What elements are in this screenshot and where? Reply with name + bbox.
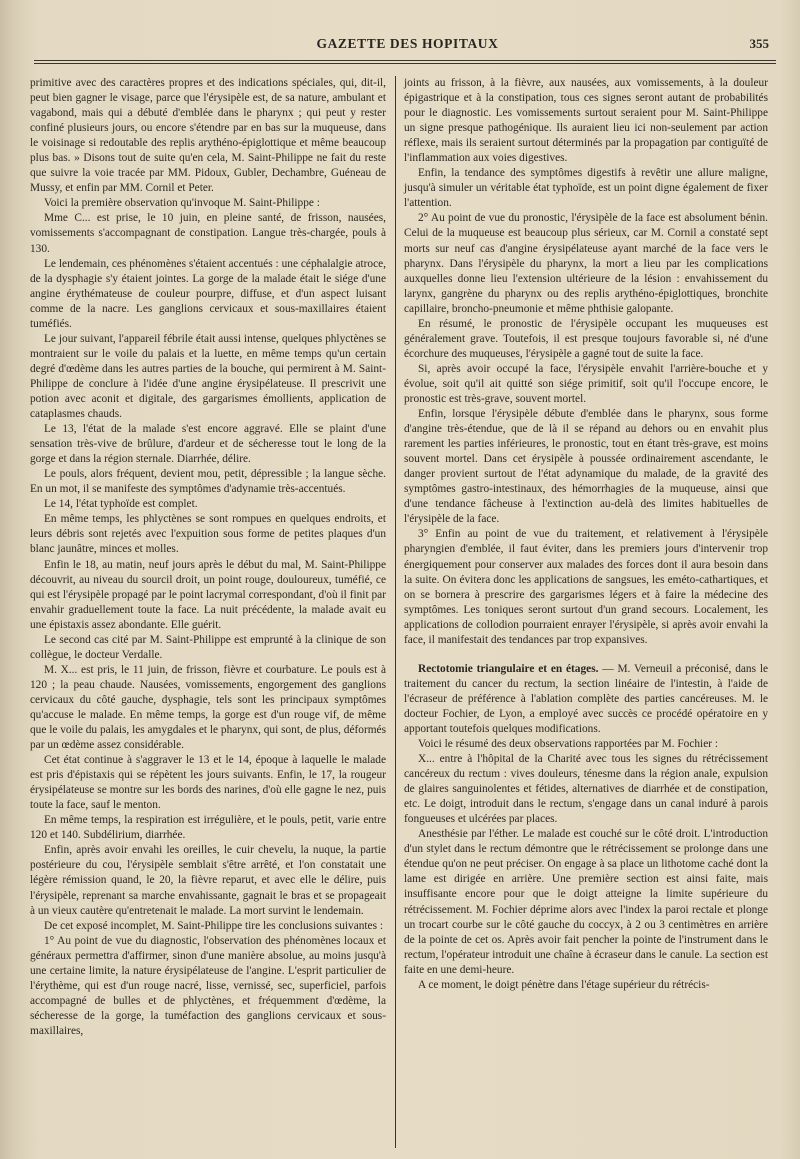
paragraph: En même temps, la respiration est irrégulière, et le pouls, petit, varie entre 120 et 140. Subdélirium, diarrhée. [30,814,386,842]
paragraph: 1° Au point de vue du diagnostic, l'observation des phénomènes locaux et généraux permettra d'affirmer, sinon d'une manière absolue, au moins jusqu'à une certaine limite, la nature érysipélateuse de l'angine. L'esprit particulier de l'érythème, qui est d'un rouge nacré, lisse, vernissé, sec, superficiel, parfois accompagné de bulles et de phlyctènes, et fréquemment d'œdème, la sécheresse de la gorge, la tuméfaction des ganglions cervicaux et sous-maxillaires, [30,934,386,1037]
header-rule-bottom [34,63,776,64]
paragraph: Enfin, la tendance des symptômes digestifs à revêtir une allure maligne, jusqu'à simuler un véritable état typhoïde, est un point digne également de fixer l'attention. [404,167,768,210]
paragraph: Le jour suivant, l'appareil fébrile était aussi intense, quelques phlyctènes se montraient sur le voile du palais et la luette, en même temps qu'un certain degré d'œdème dans les autres parties de la bouche, qui permirent à M. Saint-Philippe de conclure à l'idée d'une angine érysipélateuse. Il prescrivit une potion avec aconit et digitale, des gargarismes émollients, application de cataplasmes chauds. [30,332,386,421]
paragraph: 3° Enfin au point de vue du traitement, et relativement à l'érysipèle pharyngien d'emblée, il faut éviter, dans les premiers jours d'intervenir trop énergiquement pour conserver aux malades des forces dont il aura besoin dans la suite. On évitera donc les applications de sangsues, les eméto-cathartiques, et on se bornera à prescrire des gargarismes légers et à faire la médecine des symptômes. Les toniques seront surtout d'un grand secours. Localement, les applications de collodion pourraient enrayer l'érysipèle, si après avoir envahi la face, il manifestait des tendances par trop expansives. [404,528,768,646]
page-number: 355 [749,36,769,51]
paragraph: Le lendemain, ces phénomènes s'étaient accentués : une céphalalgie atroce, de la dysphagie s'y étaient jointes. La gorge de la malade était le siége d'une angine érythémateuse de couleur pourpre, diffuse, et d'un aspect luisant comme de la nacre. Les ganglions cervicaux et sous-maxillaires étaient tuméfiés. [30,257,386,330]
publication-title: GAZETTE DES HOPITAUX [316,36,499,51]
left-column [30,76,386,1039]
paragraph: Le second cas cité par M. Saint-Philippe est emprunté à la clinique de son collègue, le docteur Verdalle. [30,633,386,661]
column-divider [395,76,396,1148]
paragraph: De cet exposé incomplet, M. Saint-Philippe tire les conclusions suivantes : [44,919,383,932]
paragraph: A ce moment, le doigt pénètre dans l'étage supérieur du rétrécis- [418,978,710,991]
paragraph: M. X... est pris, le 11 juin, de frisson, fièvre et courbature. Le pouls est à 120 ; la peau chaude. Nausées, vomissements, engorgement des ganglions cervicaux du côté gauche, dysphagie, tels sont les principaux symptômes qu'accuse le malade. En même temps, la gorge est d'un rouge vif, de même que le voile du palais, les amygdales et le pharynx, qui sont, de plus, déformés par un œdème assez considérable. [30,663,386,752]
paragraph: Anesthésie par l'éther. Le malade est couché sur le côté droit. L'introduction d'un stylet dans le rectum démontre que le rétrécissement se prolonge dans une étendue qu'on ne peut préciser. On engage à sa place un lithotome caché dont la lame est dirigée en arrière. Une première section est ainsi faite, mais insuffisante encore pour que le doigt atteigne la limite supérieure du rétrécissement. M. Fochier déprime alors avec l'index la paroi rectale et plonge un trocart courbe sur le côté gauche du coccyx, à 2 ou 3 centimètres en arrière de la pointe de cet os. Après avoir fait pencher la pointe de l'instrument dans le rectum, l'opérateur introduit une chaîne à écraseur dans le canule. La section est faite en une demi-heure. [404,828,768,976]
paragraph: En résumé, le pronostic de l'érysipèle occupant les muqueuses est généralement grave. Toutefois, il est presque toujours favorable si, né d'une écorchure des muqueuses, l'érysipèle a gagné tout de suite la face. [404,317,768,360]
paragraph: joints au frisson, à la fièvre, aux nausées, aux vomissements, à la douleur épigastrique et à la constipation, tous ces signes seront autant de probabilités pour le diagnostic. Les vomissements surtout seraient pour M. Saint-Philippe un signe presque pathogénique. Ils auraient lieu ici non-seulement par action réflexe, mais ils seraient surtout déterminés par la propagation par contiguïté de l'inflammation aux voies digestives. [404,77,768,165]
header-rule-top [34,60,776,61]
paragraph: Enfin, après avoir envahi les oreilles, le cuir chevelu, la nuque, la partie postérieure du cou, l'érysipèle semblait s'être arrêté, et l'on constatait une légère rémission quand, le 20, la fièvre reparut, et avec elle le délire, puis l'érysipèle, reprenant sa marche envahissante, gagnait le bras et se propageait à un vieux cautère qu'entretenait le malade. La mort survint le lendemain. [30,844,386,917]
paragraph: Voici la première observation qu'invoque M. Saint-Philippe : [44,197,320,210]
paragraph: Le 13, l'état de la malade s'est encore aggravé. Elle se plaint d'une sensation très-vive de brûlure, d'ardeur et de sécheresse tout le long de la gorge et dans la région sternale. Diarrhée, délire. [30,423,386,466]
paragraph: Si, après avoir occupé la face, l'érysipèle envahit l'arrière-bouche et y évolue, soit qu'il ait quitté son siége primitif, soit qu'il l'occupe encore, le pronostic est très-grave, souvent mortel. [404,362,768,405]
page-header [40,36,775,56]
paragraph: Le 14, l'état typhoïde est complet. [44,498,198,511]
paragraph: Enfin, lorsque l'érysipèle débute d'emblée dans le pharynx, sous forme d'angine très-étendue, que de là il se répand au dehors ou en envahit plus rarement les parties inférieures, le pronostic, tout en étant très-grave, est moins souvent mortel. Dans cet érysipèle à poussée ordinairement ascendante, le danger provient surtout de l'état adynamique du malade, de la gravité des symptômes gastro-intestinaux, des hémorrhagies de la muqueuse, ainsi que d'une tendance fâcheuse à l'extinction au-delà des limites habituelles de l'érysipèle de la face. [404,408,768,526]
paragraph: Mme C... est prise, le 10 juin, en pleine santé, de frisson, nausées, vomissements s'accompagnant de constipation. Langue très-chargée, pouls à 130. [30,212,386,255]
paragraph: 2° Au point de vue du pronostic, l'érysipèle de la face est absolument bénin. Celui de la muqueuse est beaucoup plus sérieux, car M. Cornil a constaté sept morts sur neuf cas d'angine érysipélateuse ayant marché de la face vers le pharynx. Dans l'érysipèle du pharynx, la mort a lieu par les complications auxquelles donne lieu l'extension ultérieure de la lésion : envahissement du larynx, gangrène du pharynx ou des replis arythéno-épiglottiques, bronchite capillaire, broncho-pneumonie et même phthisie galopante. [404,212,768,315]
paragraph: primitive avec des caractères propres et des indications spéciales, qui, dit-il, peut bien gagner le visage, parce que l'érysipèle est, de sa nature, ambulant et vagabond, mais qui a débuté d'emblée dans le pharynx ; qui peut y rester confiné plusieurs jours, ou encore s'étendre par en bas sur la muqueuse, dans le voisinage si redoutable des replis arythéno-épiglottique et même beaucoup plus bas. » Disons tout de suite qu'en cela, M. Saint-Philippe ne fait du reste que suivre la voie tracée par MM. Pidoux, Gubler, Dechambre, Guéneau de Mussy, et enfin par MM. Cornil et Peter. [30,77,386,195]
paragraph: Le pouls, alors fréquent, devient mou, petit, dépressible ; la langue sèche. En un mot, il se manifeste des symptômes d'adynamie très-accentués. [30,468,386,496]
paragraph: Cet état continue à s'aggraver le 13 et le 14, époque à laquelle le malade est pris d'épistaxis qui se répètent les jours suivants. Enfin, le 17, la rougeur érysipélateuse se montre sur les bords des narines, d'où elle gagne le nez, puis toute la face, sauf le menton. [30,754,386,812]
paragraph: Enfin le 18, au matin, neuf jours après le début du mal, M. Saint-Philippe découvrit, au niveau du sourcil droit, un point rouge, douloureux, tuméfié, ce qui est l'érysipèle propagé par le point lacrymal correspondant, d'où il finit par envahir graduellement toute la face. La nuit précédente, la malade avait eu une épistaxis assez abondante. Elle guérit. [30,558,386,631]
section-heading: Rectotomie triangulaire et en étages. [418,662,599,675]
paragraph: Voici le résumé des deux observations rapportées par M. Fochier : [418,738,719,751]
section-intro-text: — M. Verneuil a préconisé, dans le traitement du cancer du rectum, la section linéaire de l'intestin, à l'aide de l'écraseur de préférence à l'ablation complète des parties cancéreuses. M. le docteur Fochier, de Lyon, a employé avec succès ce procédé opératoire en y apportant toutefois quelques modifications. [404,662,768,735]
paragraph: X... entre à l'hôpital de la Charité avec tous les signes du rétrécissement cancéreux du rectum : vives douleurs, ténesme dans la région anale, expulsion de glaires sanguinolentes et fétides, alternatives de diarrhée et de constipation, etc. Le doigt, introduit dans le rectum, s'engage dans un canal induré à parois fongueuses et ulcérées par places. [404,753,768,826]
section-intro [404,662,768,737]
right-column [404,76,768,993]
paragraph: En même temps, les phlyctènes se sont rompues en quelques endroits, et leurs débris sont rejetés avec l'expuition sous forme de petites plaques d'un blanc jaunâtre, minces et molles. [30,513,386,556]
